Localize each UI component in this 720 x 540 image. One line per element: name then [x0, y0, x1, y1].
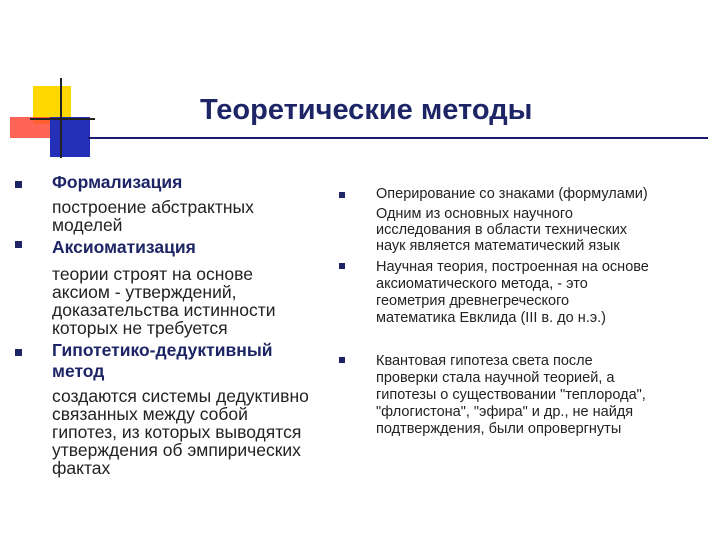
left-item-heading: Гипотетико-дедуктивный	[52, 340, 273, 360]
right-item-line: Квантовая гипотеза света после	[376, 353, 593, 369]
left-item-line: которых не требуется	[52, 318, 228, 338]
left-item-line: доказательства истинности	[52, 300, 276, 320]
left-item-line: аксиом - утверждений,	[52, 282, 237, 302]
left-item-heading: Формализация	[52, 172, 183, 192]
right-item-line: гипотезы о существовании "теплорода",	[376, 387, 646, 403]
bullet-square-icon	[339, 263, 345, 269]
left-item-line: гипотез, из которых выводятся	[52, 422, 302, 442]
left-item-line: связанных между собой	[52, 404, 248, 424]
left-item-line: создаются системы дедуктивно	[52, 386, 309, 406]
left-item-line: фактах	[52, 458, 111, 478]
right-item-line: Одним из основных научного	[376, 206, 573, 222]
right-item-line: математика Евклида (III в. до н.э.)	[376, 310, 607, 326]
decor-red-square	[10, 117, 53, 138]
decor-blue-square	[50, 117, 90, 157]
left-item-heading: Аксиоматизация	[52, 237, 196, 257]
bullet-square-icon	[339, 192, 345, 198]
bullet-square-icon	[339, 357, 345, 363]
right-item-line: проверки стала научной теорией, а	[376, 370, 615, 386]
bullet-square-icon	[15, 241, 22, 248]
bullet-square-icon	[15, 349, 22, 356]
right-item-line: геометрия древнегреческого	[376, 293, 570, 309]
left-item-line: моделей	[52, 215, 123, 235]
right-item-line: наук является математический язык	[376, 238, 620, 254]
left-item-line: утверждения об эмпирических	[52, 440, 301, 460]
right-item-line: "флогистона", "эфира" и др., не найдя	[376, 404, 634, 420]
right-item-line: аксиоматического метода, - это	[376, 276, 588, 292]
left-item-line: теории строят на основе	[52, 264, 253, 284]
page-title: Теоретические методы	[200, 94, 533, 126]
right-item-line: Научная теория, построенная на основе	[376, 259, 649, 275]
left-item-heading: метод	[52, 361, 105, 381]
right-item-line: Оперирование со знаками (формулами)	[376, 186, 648, 202]
bullet-square-icon	[15, 181, 22, 188]
left-item-line: построение абстрактных	[52, 197, 254, 217]
right-item-line: исследования в области технических	[376, 222, 628, 238]
right-item-line: подтверждения, были опровергнуты	[376, 421, 622, 437]
decor-horizontal-line	[30, 118, 95, 120]
title-underline	[88, 137, 708, 139]
